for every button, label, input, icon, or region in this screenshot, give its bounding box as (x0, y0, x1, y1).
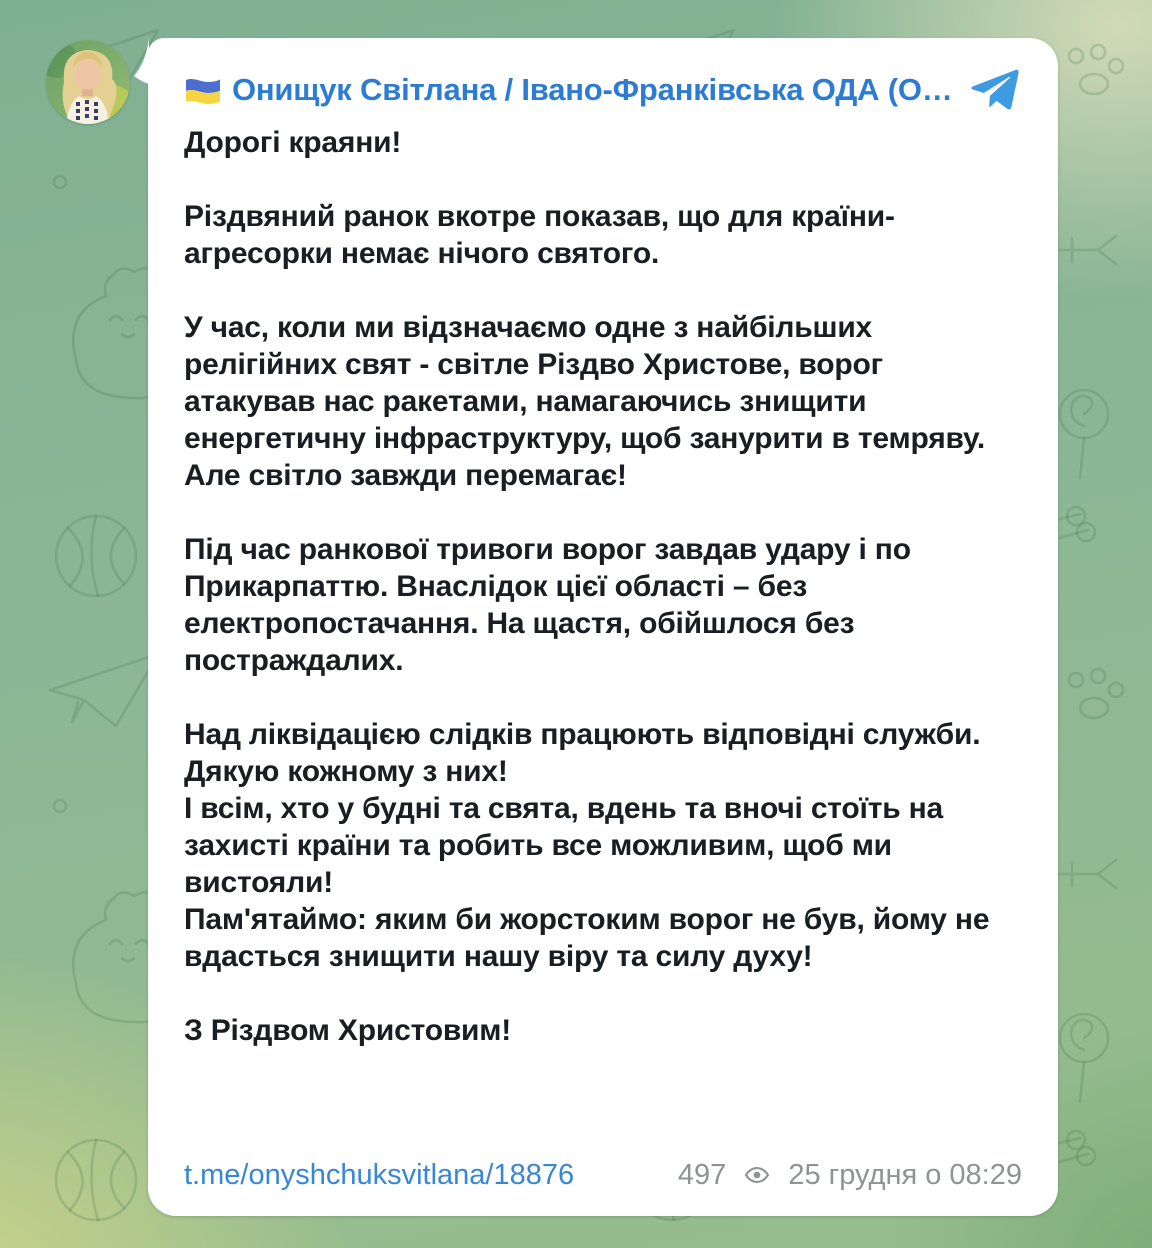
eye-icon (740, 1162, 774, 1188)
bubble-tail (134, 38, 149, 90)
message-paragraph: Різдвяний ранок вкотре показав, що для країни-агресорки немає нічого святого. (184, 200, 895, 270)
channel-title[interactable]: Онищук Світлана / Івано-Франківська ОДА (О… (232, 72, 953, 107)
message-meta (678, 1159, 1022, 1192)
message-header (184, 60, 1022, 120)
message-paragraph: У час, коли ми відзначаємо одне з найбільших релігійних свят - світле Різдво Христове, ворог атакував нас ракетами, намагаючись знищити енергетичну інфраструктуру, щоб занурити в темряву. Але світло завжди перемагає! (184, 311, 985, 492)
message-paragraph: Дорогі краяни! (184, 126, 402, 159)
message-date: 25 грудня о 08:29 (788, 1158, 1022, 1191)
message-bubble (148, 38, 1058, 1216)
views-count: 497 (677, 1158, 727, 1191)
message-footer (184, 1154, 1022, 1196)
telegram-plane-icon[interactable] (968, 63, 1022, 117)
ukraine-flag-emoji (184, 76, 222, 104)
message-paragraph: Над ліквідацією слідків працюють відповідні служби. Дякую кожному з них! І всім, хто у будні та свята, вдень та вночі стоїть на захисті країни та робить все можливим, щоб ми вистояли! Пам'ятаймо: яким би жорстоким ворог не був, йому не вдасться знищити нашу віру та силу духу! (184, 718, 990, 973)
message-paragraph: З Різдвом Христовим! (184, 1014, 512, 1047)
message-paragraph: Під час ранкової тривоги ворог завдав удару і по Прикарпаттю. Внаслідок цієї області – без електропостачання. На щастя, обійшлося без постраждалих. (184, 533, 911, 677)
post-link[interactable]: t.me/onyshchuksvitlana/18876 (184, 1158, 575, 1191)
message-text (184, 124, 1022, 1154)
avatar-photo (46, 40, 130, 124)
avatar[interactable] (46, 40, 130, 124)
